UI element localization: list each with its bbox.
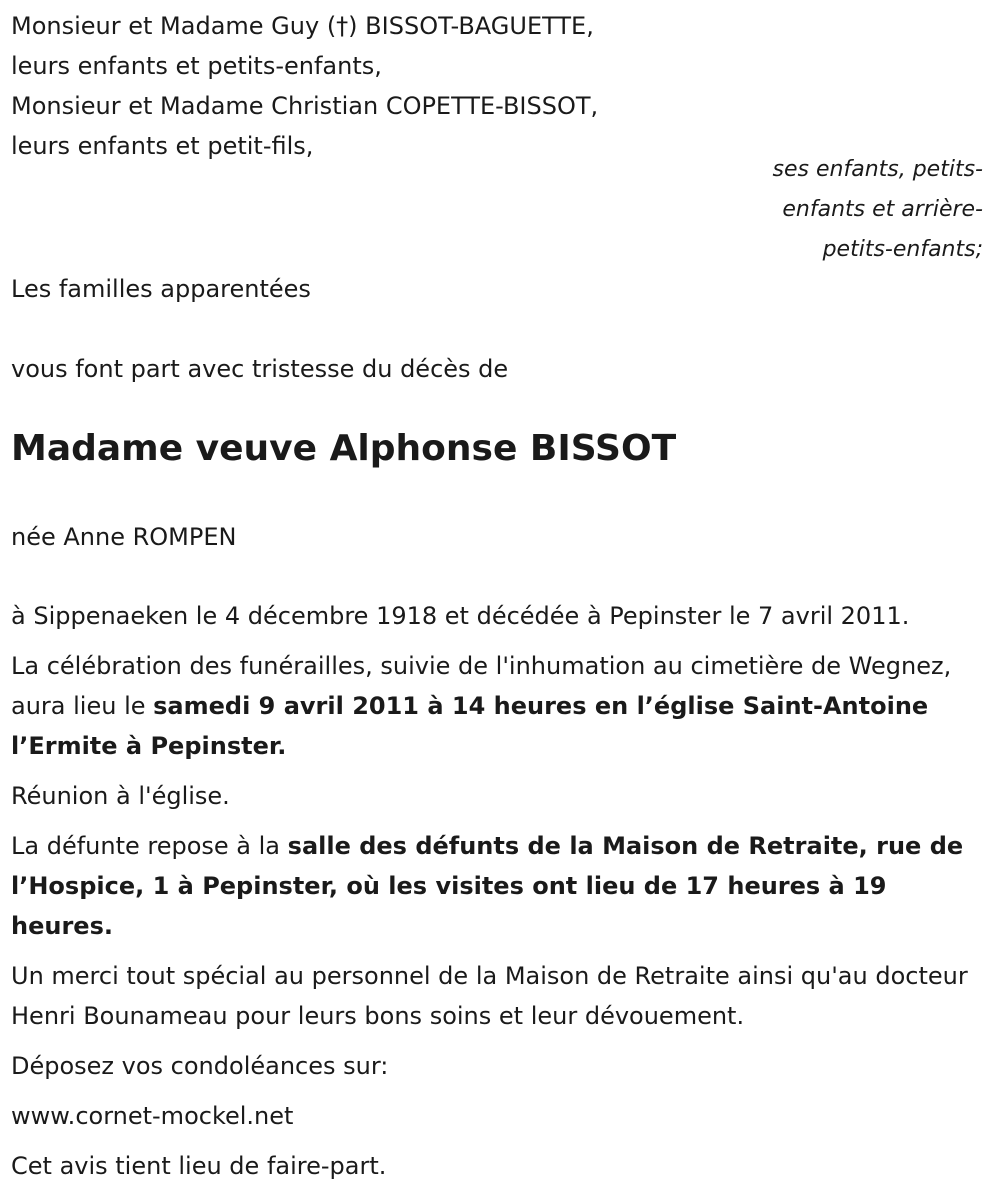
funeral-text: La célébration des funérailles, suivie de l'inhumation au cimetière de Wegnez, aura lieu le: [11, 652, 952, 720]
birth-death-paragraph: à Sippenaeken le 4 décembre 1918 et décédée à Pepinster le 7 avril 2011.: [11, 602, 910, 630]
family-list: [11, 6, 598, 166]
repose-details: salle des défunts de la Maison de Retraite, rue de l’Hospice, 1 à Pepinster, où les visites ont lieu de 17 heures à 19 heures.: [11, 832, 964, 940]
grandchildren-line-2: enfants et arrière-: [782, 197, 983, 222]
obituary-body: [11, 596, 996, 1196]
announcement-intro: vous font part avec tristesse du décès de: [11, 355, 509, 383]
thanks-paragraph: Un merci tout spécial au personnel de la Maison de Retraite ainsi qu'au docteur Henri Bounameau pour leurs bons soins et leur dévouement.: [11, 962, 968, 1030]
grandchildren-line-3: petits-enfants;: [822, 237, 983, 262]
reunion-paragraph: Réunion à l'église.: [11, 782, 230, 810]
family-line-2: leurs enfants et petits-enfants,: [11, 52, 382, 80]
website-link[interactable]: www.cornet-mockel.net: [11, 1102, 294, 1130]
maiden-name: née Anne ROMPEN: [11, 523, 237, 551]
funeral-paragraph: [11, 646, 996, 766]
family-line-1: Monsieur et Madame Guy (†) BISSOT-BAGUETTE,: [11, 12, 594, 40]
grandchildren-line-1: ses enfants, petits-: [772, 157, 983, 182]
deceased-name: Madame veuve Alphonse BISSOT: [11, 428, 677, 469]
funeral-details: samedi 9 avril 2011 à 14 heures en l’église Saint-Antoine l’Ermite à Pepinster.: [11, 692, 929, 760]
family-line-4: leurs enfants et petit-fils,: [11, 132, 314, 160]
repose-text: La défunte repose à la: [11, 832, 288, 860]
grandchildren-note: [773, 150, 983, 270]
condolences-paragraph: Déposez vos condoléances sur:: [11, 1052, 389, 1080]
repose-paragraph: [11, 826, 996, 946]
related-families: Les familles apparentées: [11, 275, 311, 303]
family-line-3: Monsieur et Madame Christian COPETTE-BISSOT,: [11, 92, 599, 120]
notice-paragraph: Cet avis tient lieu de faire-part.: [11, 1152, 387, 1180]
